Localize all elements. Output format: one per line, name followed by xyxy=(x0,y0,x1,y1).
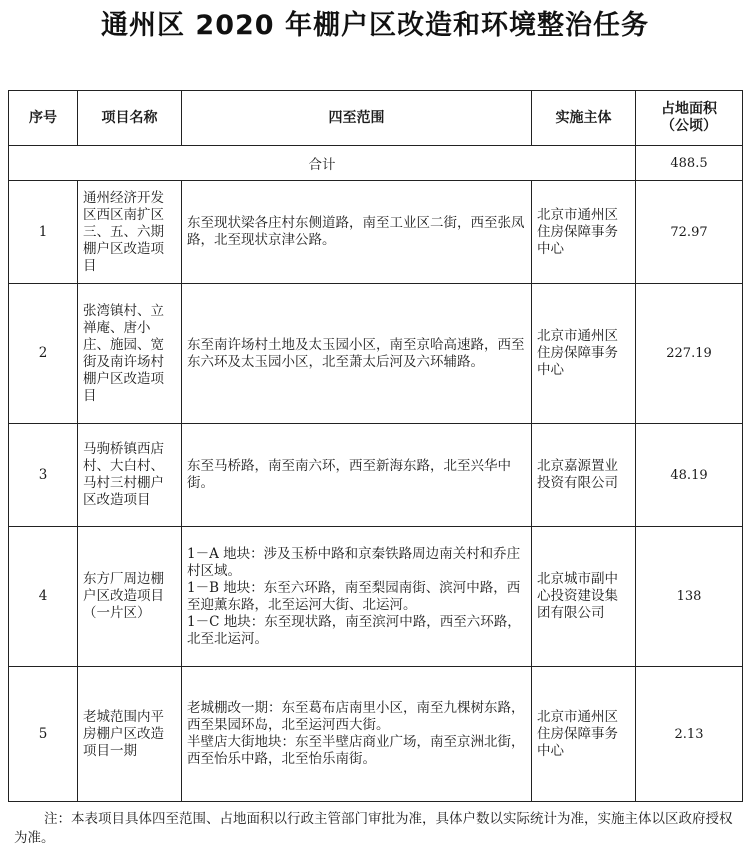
total-row xyxy=(9,146,743,181)
row-index: 5 xyxy=(9,667,78,802)
row-scope xyxy=(182,284,532,424)
row-project-name: 马驹桥镇西店村、大白村、马村三村棚户区改造项目 xyxy=(78,424,182,527)
row-area: 72.97 xyxy=(636,181,743,284)
scope-line: 东至现状梁各庄村东侧道路，南至工业区二街，西至张凤路，北至现状京津公路。 xyxy=(187,215,525,248)
row-project-name: 老城范围内平房棚户区改造项目一期 xyxy=(78,667,182,802)
scope-line: 东至南许场村土地及太玉园小区，南至京哈高速路，西至东六环及太玉园小区，北至萧太后河及六环辅路。 xyxy=(187,336,525,370)
scope-line: 半壁店大街地块：东至半壁店商业广场，南至京洲北街，西至怡乐中路，北至怡乐南街。 xyxy=(187,734,525,767)
table-header-row xyxy=(9,91,743,146)
row-index: 4 xyxy=(9,527,78,667)
total-label: 合计 xyxy=(9,146,636,181)
footnote: 注：本表项目具体四至范围、占地面积以行政主管部门审批为准，具体户数以实际统计为准，实施主体以区政府授权为准。 xyxy=(14,811,733,846)
document-title: 通州区 2020 年棚户区改造和环境整治任务 xyxy=(101,10,649,41)
row-area: 48.19 xyxy=(636,424,743,527)
table-row xyxy=(9,527,743,667)
header-area: 占地面积 （公顷） xyxy=(636,91,743,146)
scope-line: 1－A 地块：涉及玉桥中路和京秦铁路周边南关村和乔庄村区域。 xyxy=(187,545,521,579)
header-scope: 四至范围 xyxy=(182,91,532,146)
row-entity: 北京市通州区住房保障事务中心 xyxy=(532,284,636,424)
row-entity: 北京市通州区住房保障事务中心 xyxy=(532,181,636,284)
table-row xyxy=(9,667,743,802)
row-project-name: 东方厂周边棚户区改造项目（一片区） xyxy=(78,527,182,667)
header-entity: 实施主体 xyxy=(532,91,636,146)
table-row xyxy=(9,424,743,527)
row-area: 227.19 xyxy=(636,284,743,424)
row-entity: 北京嘉源置业投资有限公司 xyxy=(532,424,636,527)
header-project-name: 项目名称 xyxy=(78,91,182,146)
table-row xyxy=(9,284,743,424)
total-area: 488.5 xyxy=(636,146,743,181)
scope-line: 1－C 地块：东至现状路，南至滨河中路，西至六环路，北至北运河。 xyxy=(187,613,521,647)
row-scope xyxy=(182,181,532,284)
row-scope xyxy=(182,527,532,667)
row-entity: 北京城市副中心投资建设集团有限公司 xyxy=(532,527,636,667)
scope-line: 老城棚改一期：东至葛布店南里小区，南至九棵树东路，西至果园环岛，北至运河西大街。 xyxy=(187,700,525,733)
task-table xyxy=(8,90,743,802)
row-area: 138 xyxy=(636,527,743,667)
scope-line: 1－B 地块：东至六环路，南至梨园南街、滨河中路，西至迎薰东路，北至运河大街、北运河。 xyxy=(187,579,521,613)
row-project-name: 通州经济开发区西区南扩区三、五、六期棚户区改造项目 xyxy=(78,181,182,284)
row-index: 3 xyxy=(9,424,78,527)
row-project-name: 张湾镇村、立禅庵、唐小庄、施园、宽街及南许场村棚户区改造项目 xyxy=(78,284,182,424)
row-index: 2 xyxy=(9,284,78,424)
table-row xyxy=(9,181,743,284)
row-scope xyxy=(182,667,532,802)
row-scope xyxy=(182,424,532,527)
row-area: 2.13 xyxy=(636,667,743,802)
scope-line: 东至马桥路，南至南六环，西至新海东路，北至兴华中街。 xyxy=(187,458,511,491)
header-index: 序号 xyxy=(9,91,78,146)
row-entity: 北京市通州区住房保障事务中心 xyxy=(532,667,636,802)
row-index: 1 xyxy=(9,181,78,284)
